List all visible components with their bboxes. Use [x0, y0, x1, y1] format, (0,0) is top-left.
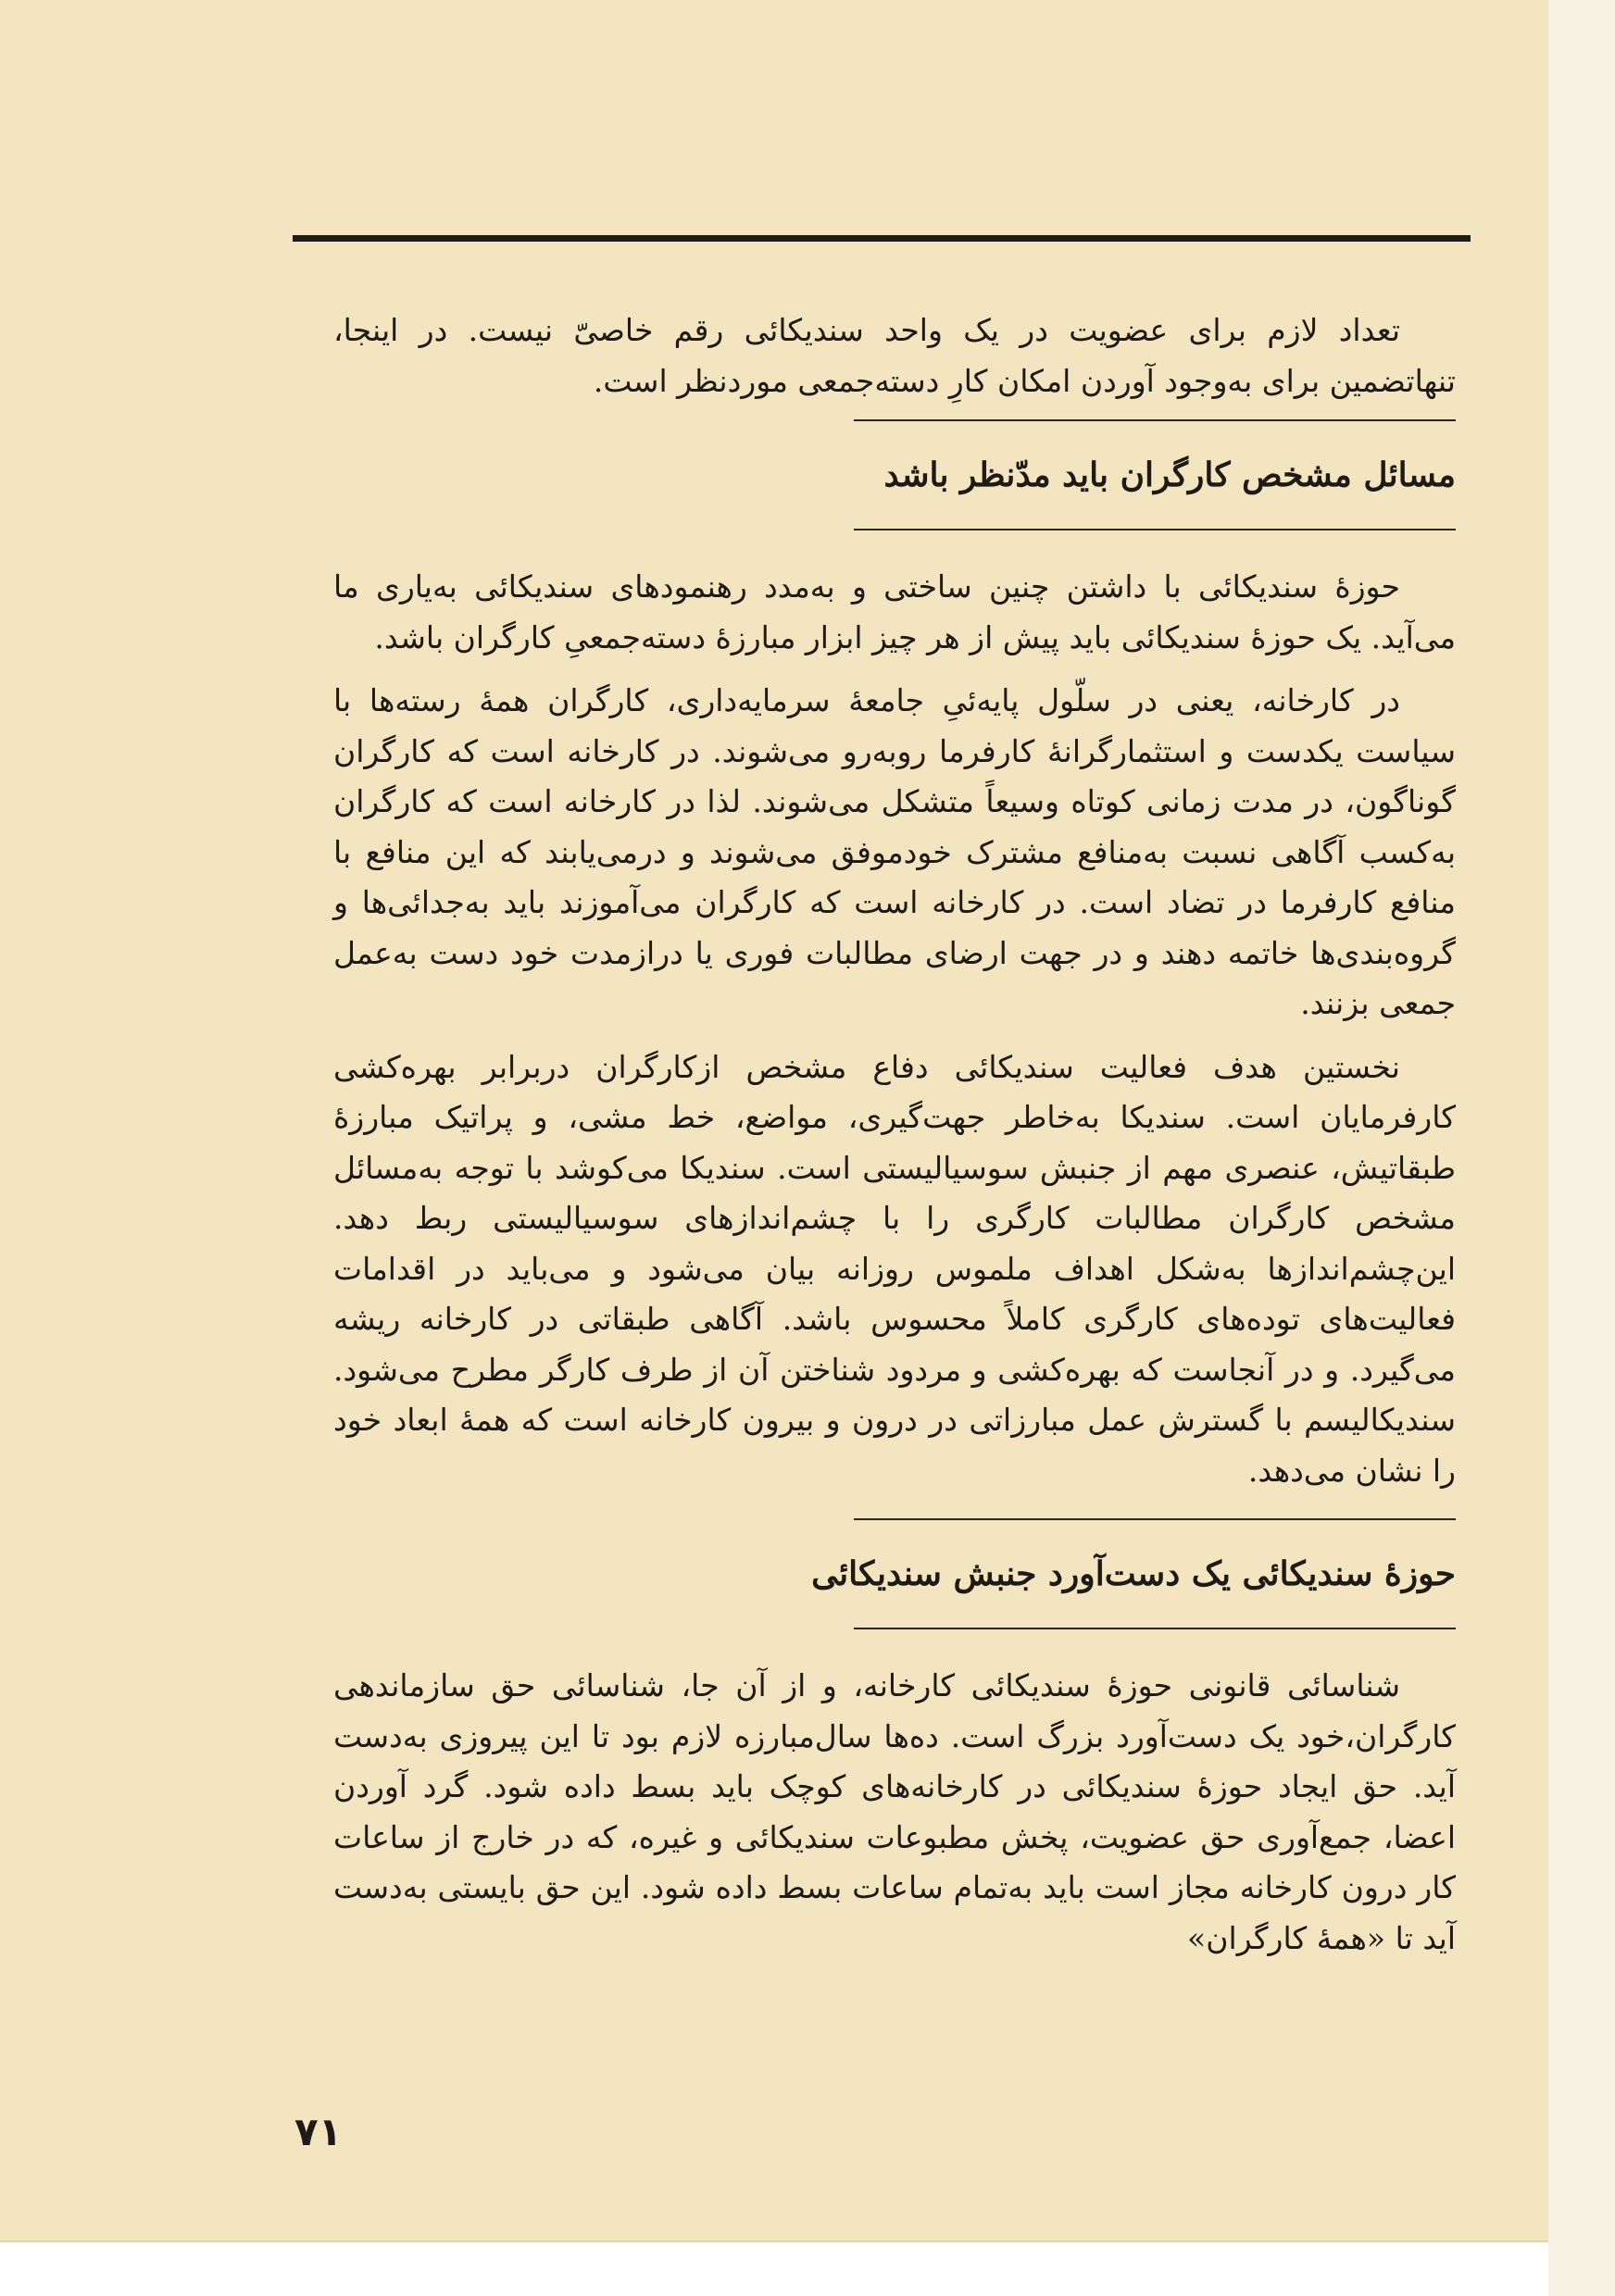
section-rule-top — [854, 419, 1456, 421]
page-number: ۷۱ — [294, 2109, 343, 2154]
section-rule-bottom — [854, 1628, 1456, 1629]
paragraph: نخستین هدف فعالیت سندیکائی دفاع مشخص ازکارگران دربرابر بهره‌کشی کارفرمایان است. سندیکا به‌خاطر جهت‌گیری، مواضع، خط مشی، و پراتیک مبارزهٔ طبقاتیش، عنصری مهم از جنبش سوسیالیستی است. سندیکا می‌کوشد با توجه به‌مسائل مشخص کارگران مطالبات کارگری را با چشم‌اندازهای سوسیالیستی ربط دهد. این‌چشم‌اندازها به‌شکل اهداف ملموس روزانه بیان می‌شود و می‌باید در اقدامات فعالیت‌های توده‌های کارگری کاملاً محسوس باشد. آگاهی طبقاتی در کارخانه ریشه می‌گیرد. و در آنجاست که بهره‌کشی و مردود شناختن آن از طرف کارگر مطرح می‌شود. سندیکالیسم با گسترش عمل مبارزاتی در درون و بیرون کارخانه است که همهٔ ابعاد خود را نشان می‌دهد. — [333, 1048, 1456, 1489]
paragraph: حوزهٔ سندیکائی با داشتن چنین ساختی و به‌مدد رهنمودهای سندیکائی به‌یاری ما می‌آید. یک حوزهٔ سندیکائی باید پیش از هر چیز ابزار مبارزهٔ دسته‌جمعیِ کارگران باشد. — [333, 568, 1456, 655]
paragraph: در کارخانه، یعنی در سلّول پایه‌ئیِ جامعهٔ سرمایه‌داری، کارگران همهٔ رسته‌ها با سیاست یکدست و استثمارگرانهٔ کارفرما روبه‌رو می‌شوند. در کارخانه است که کارگران گوناگون، در مدت زمانی کوتاه وسیعاً متشکل می‌شوند. لذا در کارخانه است که کارگران به‌کسب آگاهی نسبت به‌منافع مشترک خودموفق می‌شوند و درمی‌یابند که این منافع با منافع کارفرما در تضاد است. در کارخانه است که کارگران می‌آموزند باید به‌جدائی‌ها و گروه‌بندی‌ها خاتمه دهند و در جهت ارضای مطالبات فوری یا درازمدت خود دست به‌عمل جمعی بزنند. — [333, 682, 1456, 1021]
section-heading-1: مسائل مشخص کارگران باید مدّنظر باشد — [883, 455, 1456, 494]
intro-paragraph: تعداد لازم برای عضویت در یک واحد سندیکائی رقم خاصیّ نیست. در اینجا، تنهاتضمین برای به‌وجود آوردن امکان کارِ دسته‌جمعی موردنظر است. — [333, 312, 1456, 399]
section-heading-2: حوزهٔ سندیکائی یک دست‌آورد جنبش سندیکائی — [811, 1554, 1456, 1593]
page-margin-fold — [1548, 0, 1615, 2296]
page-content — [333, 306, 1456, 1977]
paragraph: شناسائی قانونی حوزهٔ سندیکائی کارخانه، و از آن جا، شناسائی حق سازماندهی کارگران،خود یک دست‌آورد بزرگ است. ده‌ها سال‌مبارزه لازم بود تا این پیروزی به‌دست آید. حق ایجاد حوزهٔ سندیکائی در کارخانه‌های کوچک باید بسط داده شود. گرد آوردن اعضا، جمع‌آوری حق عضویت، پخش مطبوعات سندیکائی و غیره، که در خارج از ساعات کار درون کارخانه مجاز است باید به‌تمام ساعات بسط داده شود. این حق بایستی به‌دست آید تا «همهٔ کارگران» — [333, 1667, 1456, 1956]
header-rule — [293, 235, 1471, 242]
section-rule-bottom — [854, 529, 1456, 530]
section-rule-top — [854, 1518, 1456, 1520]
